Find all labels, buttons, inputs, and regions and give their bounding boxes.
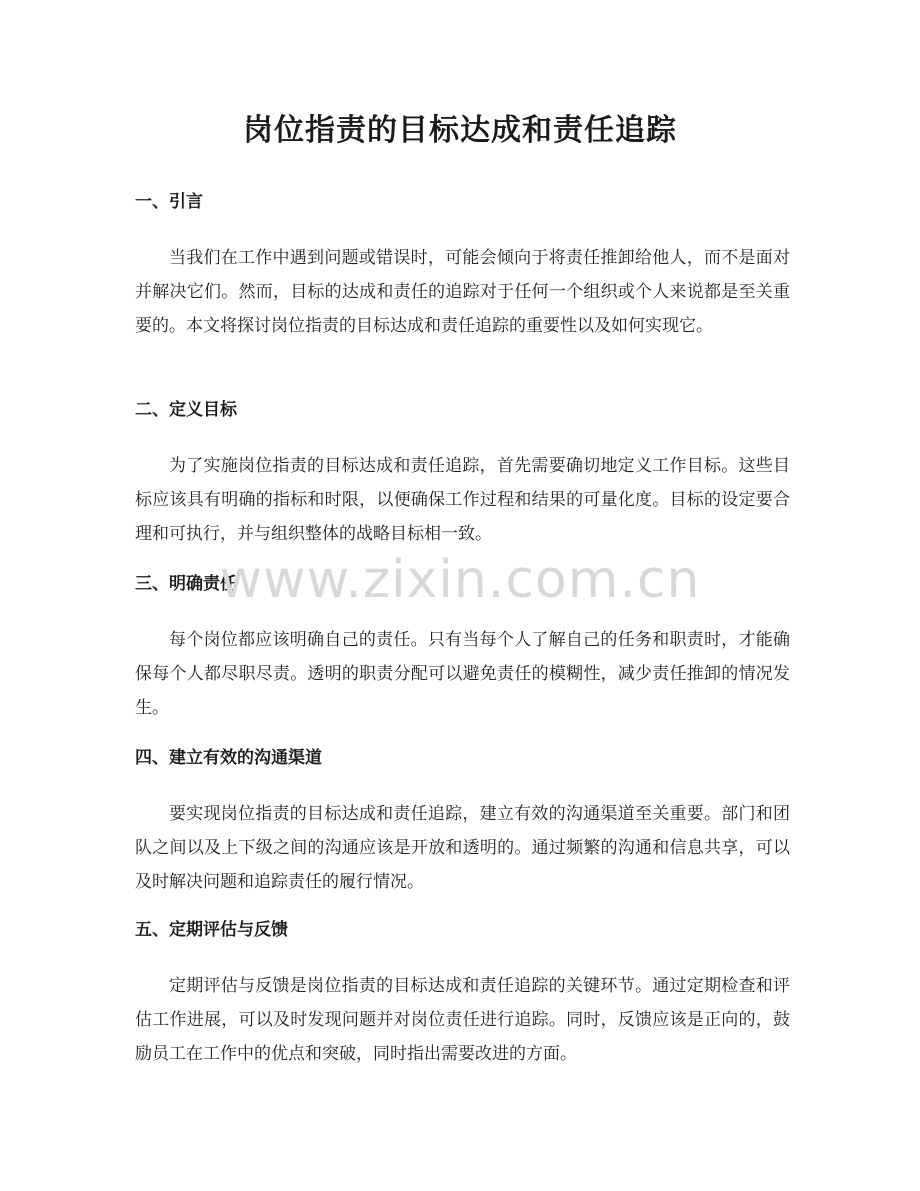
watermark: www.zixin.com.cn bbox=[219, 550, 701, 610]
section-communication-channels bbox=[135, 745, 790, 899]
section-paragraph: 要实现岗位指责的目标达成和责任追踪，建立有效的沟通渠道至关重要。部门和团队之间以及上下级之间的沟通应该是开放和透明的。通过频繁的沟通和信息共享，可以及时解决问题和追踪责任的履行情况。 bbox=[135, 804, 790, 892]
section-define-goals bbox=[135, 397, 790, 551]
section-evaluation-feedback bbox=[135, 917, 790, 1071]
section-paragraph: 定期评估与反馈是岗位指责的目标达成和责任追踪的关键环节。通过定期检查和评估工作进展，可以及时发现问题并对岗位责任进行追踪。同时，反馈应该是正向的，鼓励员工在工作中的优点和突破，同时指出需要改进的方面。 bbox=[135, 976, 790, 1064]
section-paragraph: 为了实施岗位指责的目标达成和责任追踪，首先需要确切地定义工作目标。这些目标应该具有明确的指标和时限，以便确保工作过程和结果的可量化度。目标的设定要合理和可执行，并与组织整体的战略目标相一致。 bbox=[135, 456, 790, 544]
section-heading: 一、引言 bbox=[135, 192, 203, 212]
section-heading: 二、定义目标 bbox=[135, 400, 237, 420]
section-paragraph: 每个岗位都应该明确自己的责任。只有当每个人了解自己的任务和职责时，才能确保每个人都尽职尽责。透明的职责分配可以避免责任的模糊性，减少责任推卸的情况发生。 bbox=[135, 630, 790, 718]
document-title: 岗位指责的目标达成和责任追踪 bbox=[243, 113, 677, 148]
section-heading: 三、明确责任 bbox=[135, 574, 237, 594]
section-paragraph: 当我们在工作中遇到问题或错误时，可能会倾向于将责任推卸给他人，而不是面对并解决它们。然而，目标的达成和责任的追踪对于任何一个组织或个人来说都是至关重要的。本文将探讨岗位指责的目标达成和责任追踪的重要性以及如何实现它。 bbox=[135, 248, 790, 336]
section-heading: 四、建立有效的沟通渠道 bbox=[135, 748, 322, 768]
section-introduction bbox=[135, 189, 790, 343]
section-clarify-responsibility bbox=[135, 571, 790, 725]
section-heading: 五、定期评估与反馈 bbox=[135, 920, 288, 940]
